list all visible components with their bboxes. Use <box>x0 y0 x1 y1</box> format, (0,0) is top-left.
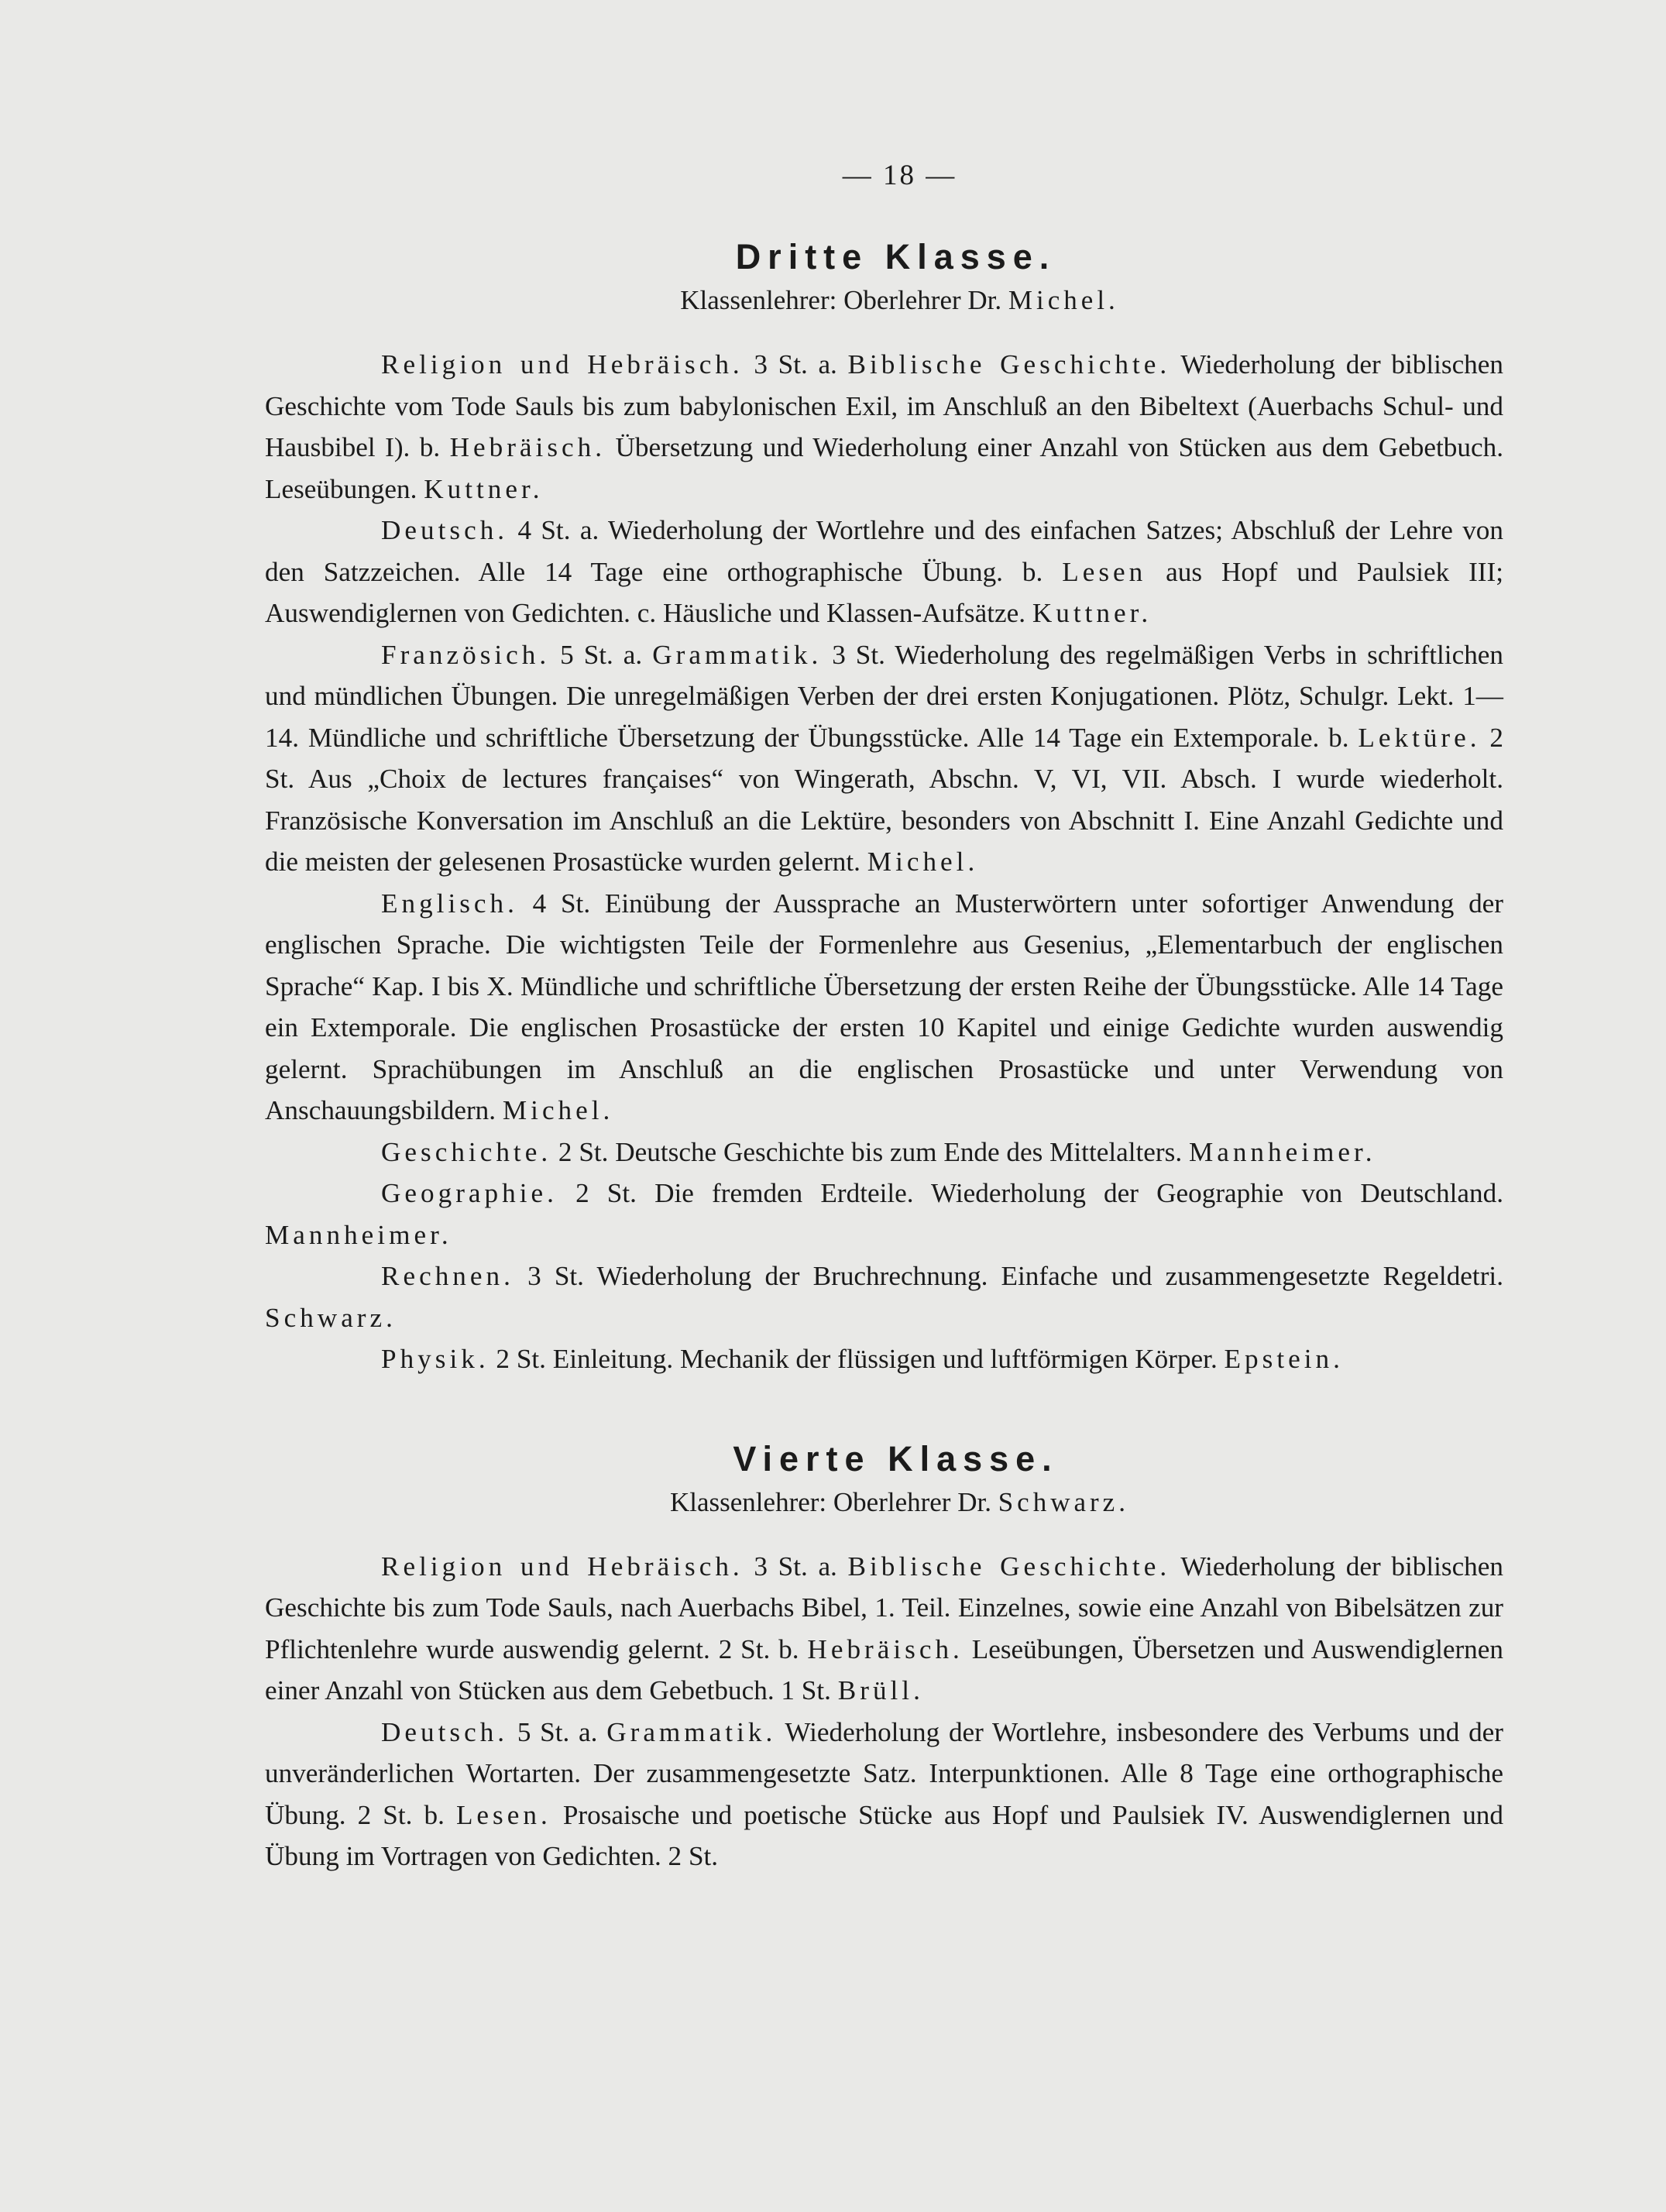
teacher-name: Schwarz. <box>998 1486 1129 1517</box>
section-heading: Vierte Klasse. <box>733 1438 1059 1479</box>
teacher-name: Michel. <box>1008 285 1119 315</box>
text-run: Wiederholung der Wortlehre, insbesondere des Verbums und der unveränderlichen Wortarten. Der zusammengesetzte Satz. Interpunktionen. Alle 8 Tage eine orthographische Übung. 2 St. b. <box>265 1716 1503 1830</box>
text-run: 5 St. a. <box>550 639 653 670</box>
text-run: Übersetzung und Wiederholung einer Anzahl von Stücken aus dem Gebetbuch. Leseübungen. <box>265 432 1503 504</box>
spaced-term: Deutsch. <box>381 1716 509 1747</box>
spaced-term: Lektüre. <box>1358 722 1481 753</box>
spaced-term: Hebräisch. <box>449 432 606 462</box>
text-run: Leseübungen, Übersetzen und Auswendiglernen einer Anzahl von Stücken aus dem Gebetbuch. 1 St. <box>265 1633 1503 1705</box>
spaced-term: Hebräisch. <box>807 1633 964 1664</box>
text-run: 3 St. Wiederholung der Bruchrechnung. Einfache und zusammengesetzte Regeldetri. <box>514 1261 1503 1291</box>
teacher-label: Klassenlehrer: <box>670 1486 827 1517</box>
spaced-term: Physik. <box>381 1344 489 1374</box>
class-teacher-line <box>265 1487 1503 1518</box>
spaced-term: Brüll. <box>837 1675 924 1705</box>
spaced-term: Biblische Geschichte. <box>847 349 1171 380</box>
text-run: 4 St. a. Wiederholung der Wortlehre und des einfachen Satzes; Abschluß der Lehre von den Satzzeichen. Alle 14 Tage eine orthographische Übung. b. <box>265 515 1503 587</box>
teacher-rank: Oberlehrer Dr. <box>843 285 1002 315</box>
subject-paragraph <box>265 344 1503 510</box>
spaced-term: Geographie. <box>381 1178 558 1208</box>
klasse-block-dritte <box>265 237 1503 1380</box>
subject-paragraph <box>265 1546 1503 1712</box>
text-run: 3 St. a. <box>743 1551 848 1582</box>
spaced-term: Biblische Geschichte. <box>847 1551 1171 1582</box>
spaced-term: Geschichte. <box>381 1136 552 1167</box>
text-run: 5 St. a. <box>508 1716 607 1747</box>
spaced-term: Mannheimer. <box>265 1219 452 1250</box>
spaced-term: Lesen. <box>455 1799 551 1830</box>
class-teacher-line <box>265 285 1503 316</box>
spaced-term: Religion und Hebräisch. <box>381 349 744 380</box>
sections-list <box>265 1546 1503 1877</box>
teacher-label: Klassenlehrer: <box>680 285 837 315</box>
subject-paragraph <box>265 1132 1503 1173</box>
spaced-term: Schwarz. <box>265 1302 397 1333</box>
spaced-term: Lesen <box>1062 556 1147 587</box>
text-run: aus Hopf und Paulsiek III; Auswendiglernen von Gedichten. c. Häusliche und Klassen-Aufsätze. <box>265 556 1504 628</box>
spaced-term: Religion und Hebräisch. <box>381 1551 744 1582</box>
text-run: Wiederholung der biblischen Geschichte bis zum Tode Sauls, nach Auerbachs Bibel, 1. Teil. Einzelnes, sowie eine Anzahl von Bibelsätzen zur Pflichtenlehre wurde auswendig gelernt. 2 St. b. <box>265 1551 1503 1664</box>
subject-paragraph <box>265 883 1503 1132</box>
spaced-term: Michel. <box>502 1095 614 1125</box>
text-run: Prosaische und poetische Stücke aus Hopf und Paulsiek IV. Auswendiglernen und Übung im Vortragen von Gedichten. 2 St. <box>265 1799 1503 1871</box>
spaced-term: Epstein. <box>1224 1344 1344 1374</box>
subject-paragraph <box>265 1255 1503 1338</box>
subject-paragraph <box>265 510 1503 634</box>
spaced-term: Französich. <box>381 639 551 670</box>
spaced-term: Michel. <box>867 847 979 877</box>
spaced-term: Deutsch. <box>381 515 509 545</box>
text-run: Wiederholung der biblischen Geschichte vom Tode Sauls bis zum babylonischen Exil, im Anschluß an den Bibeltext (Auerbachs Schul- und Hausbibel I). b. <box>265 349 1503 462</box>
sections-list <box>265 344 1503 1380</box>
text-run: 2 St. Einleitung. Mechanik der flüssigen und luftförmigen Körper. <box>489 1344 1225 1374</box>
klasse-block-vierte <box>265 1439 1503 1877</box>
teacher-rank: Oberlehrer Dr. <box>833 1486 991 1517</box>
text-run: 4 St. Einübung der Aussprache an Musterwörtern unter sofortiger Anwendung der englischen Sprache. Die wichtigsten Teile der Formenlehre aus Gesenius, „Elementarbuch der englischen Sprache“ Kap. I bis X. Mündliche und schriftliche Übersetzung der ersten Reihe der Übungsstücke. Alle 14 Tage ein Extemporale. Die englischen Prosastücke der ersten 10 Kapitel und einige Gedichte wurden auswendig gelernt. Sprachübungen im Anschluß an die englischen Prosastücke und unter Verwendung von Anschauungsbildern. <box>265 888 1503 1125</box>
spaced-term: Kuttner. <box>424 473 544 504</box>
spaced-term: Kuttner. <box>1032 598 1152 628</box>
subject-paragraph <box>265 1712 1503 1877</box>
section-heading: Dritte Klasse. <box>735 237 1056 276</box>
text-run: 2 St. Aus „Choix de lectures françaises“ von Wingerath, Abschn. V, VI, VII. Absch. I wurde wiederholt. Französische Konversation im Anschluß an die Lektüre, besonders von Abschnitt I. Eine Anzahl Gedichte und die meisten der gelesenen Prosastücke wurden gelernt. <box>265 722 1504 877</box>
text-run: 3 St. a. <box>743 349 848 380</box>
spaced-term: Grammatik. <box>606 1716 777 1747</box>
text-run: 3 St. Wiederholung des regelmäßigen Verbs in schriftlichen und mündlichen Übungen. Die unregelmäßigen Verben der drei ersten Konjugationen. Plötz, Schulgr. Lekt. 1—14. Mündliche und schriftliche Übersetzung der Übungsstücke. Alle 14 Tage ein Extemporale. b. <box>265 639 1503 753</box>
spaced-term: Englisch. <box>381 888 518 919</box>
spaced-term: Mannheimer. <box>1188 1136 1376 1167</box>
text-run: 2 St. Die fremden Erdteile. Wiederholung der Geographie von Deutschland. <box>557 1178 1503 1208</box>
subject-paragraph <box>265 1173 1503 1255</box>
text-run: 2 St. Deutsche Geschichte bis zum Ende des Mittelalters. <box>551 1136 1189 1167</box>
spaced-term: Rechnen. <box>381 1261 514 1291</box>
spaced-term: Grammatik. <box>652 639 823 670</box>
subject-paragraph <box>265 1338 1503 1380</box>
page-number: — 18 — <box>842 160 957 191</box>
subject-paragraph <box>265 634 1503 883</box>
